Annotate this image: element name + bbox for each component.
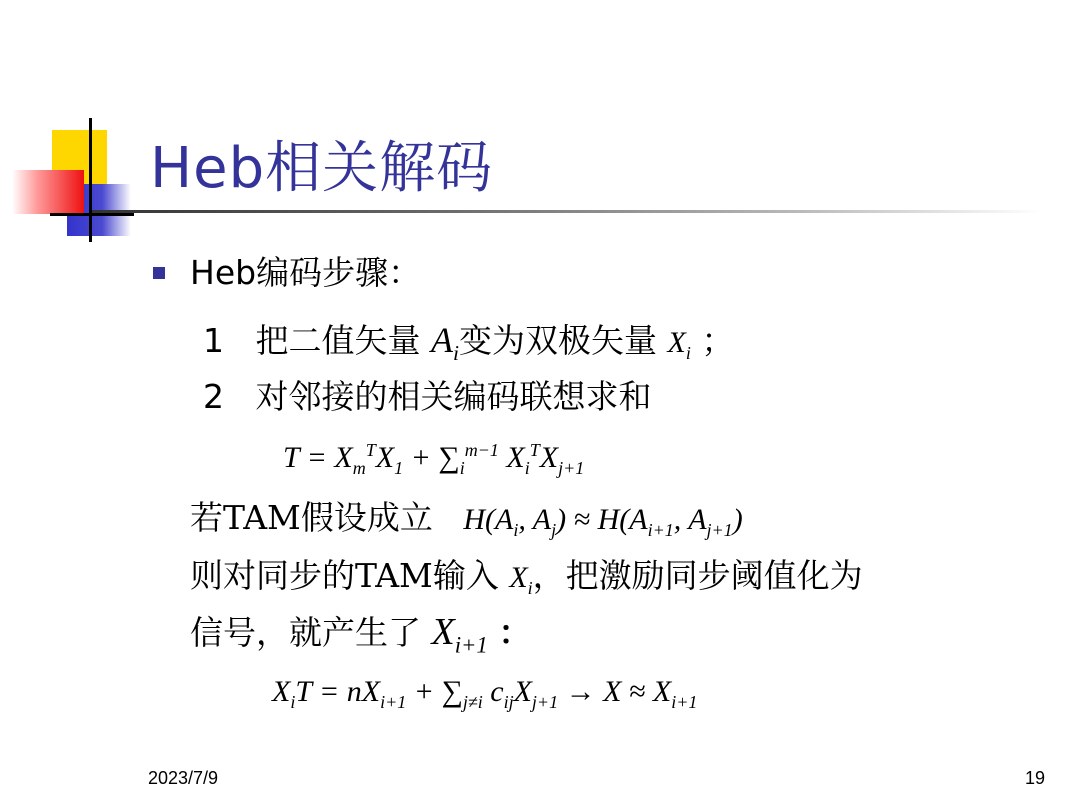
- tam-assumption-text: 若TAM假设成立: [190, 498, 433, 537]
- step-1-var-a: A: [430, 320, 453, 360]
- formula-output: $X_iT = nX_{i+1} + \sum_{j\ne i}$ $c_{ij}X_{j+1} \to X \approx X_{i+1}$: [272, 675, 698, 712]
- page-number: 19: [1025, 768, 1046, 788]
- tam-input-text-a: 则对同步的TAM输入: [190, 556, 499, 595]
- step-1: [203, 320, 734, 373]
- signal-var: X: [431, 611, 455, 653]
- deco-horizontal-line: [50, 213, 134, 216]
- tam-input-sub: i: [527, 578, 533, 598]
- step-2-number: 2: [203, 377, 224, 416]
- formula-sum-t: $T = X_m^TX_1 + \sum_i^{m-1}$ $X_i^TX_{j+1}$: [283, 440, 585, 478]
- step-1-text-b: 变为双极矢量: [458, 321, 657, 360]
- signal-line: [190, 612, 531, 666]
- signal-text-a: 信号，就产生了: [190, 613, 421, 652]
- deco-vertical-line: [89, 118, 92, 242]
- step-2: [203, 377, 651, 417]
- signal-sub: i+1: [454, 632, 488, 658]
- formula-hamming: $H(A_i$, $A_j) \approx H(A_{i+1}$, $A_{j+1}$): [463, 503, 743, 540]
- step-1-var-b: X: [667, 326, 686, 359]
- tam-assumption-line: [190, 498, 743, 550]
- title-underline: [92, 210, 1042, 213]
- tam-input-text-b: ，把激励同步阈值化为: [532, 556, 863, 595]
- slide-title: Heb相关解码: [150, 136, 494, 201]
- step-1-sub-a: i: [452, 341, 459, 366]
- step-1-text-a: 把二值矢量: [255, 321, 421, 360]
- step-1-number: 1: [203, 321, 224, 360]
- tam-input-var: X: [509, 561, 528, 594]
- step-1-text-c: ；: [701, 321, 735, 360]
- tam-input-line: [190, 556, 863, 608]
- signal-text-b: ：: [498, 613, 532, 652]
- bullet-square-icon: [153, 267, 165, 279]
- footer-date: 2023/7/9: [148, 768, 219, 788]
- step-1-sub-b: i: [685, 343, 691, 363]
- bullet-text: Heb编码步骤：: [190, 253, 422, 292]
- step-2-text: 对邻接的相关编码联想求和: [255, 377, 652, 416]
- deco-red-square: [12, 170, 84, 214]
